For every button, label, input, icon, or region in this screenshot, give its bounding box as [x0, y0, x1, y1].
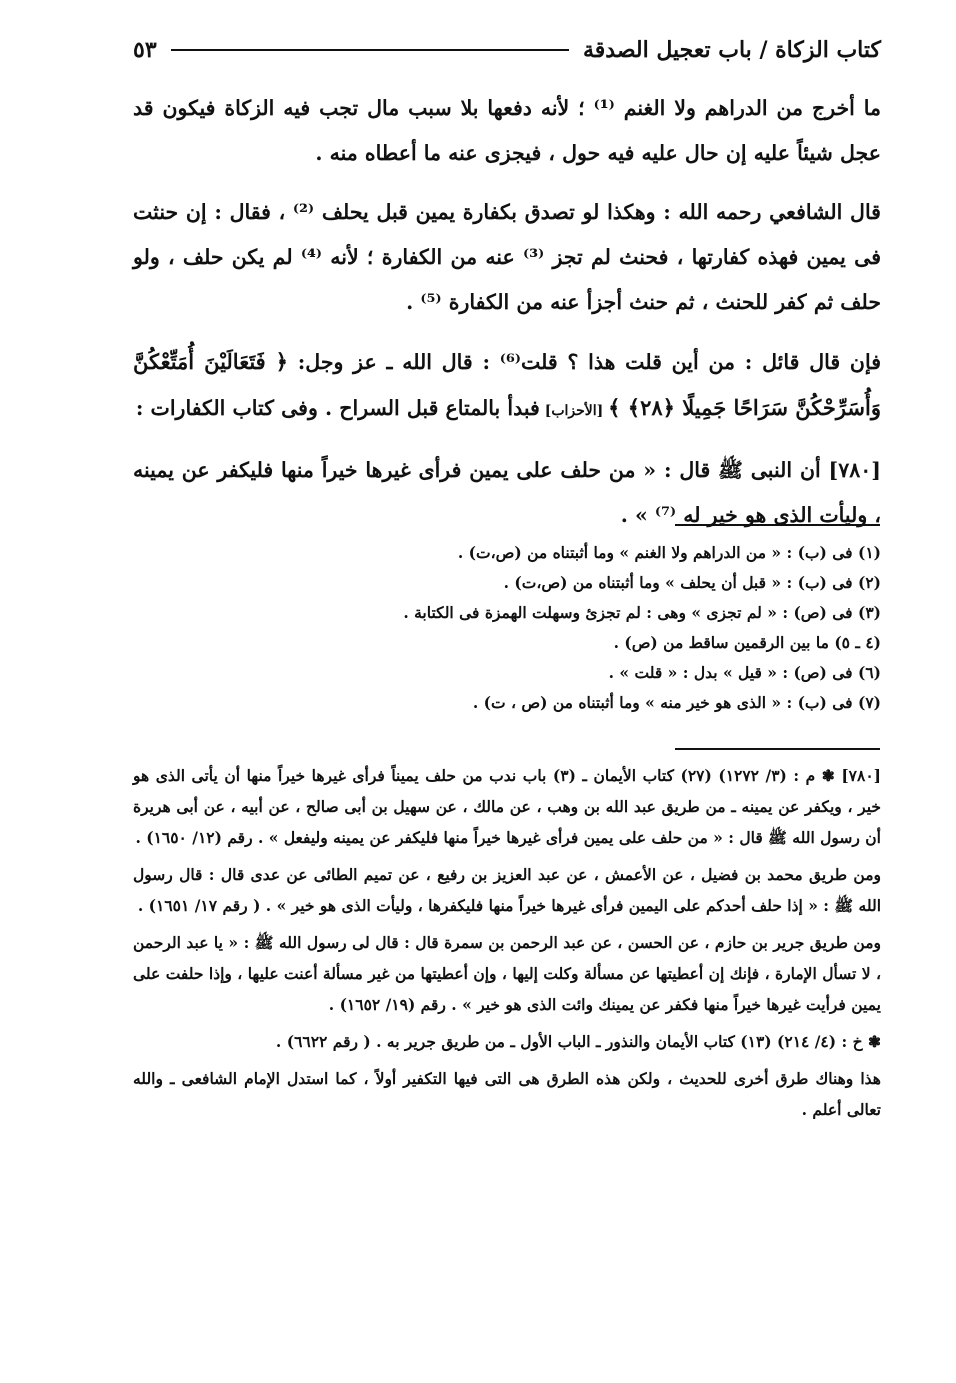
- running-title: كتاب الزكاة / باب تعجيل الصدقة: [582, 37, 881, 63]
- verse-reference: [الأحزاب]: [539, 403, 609, 419]
- paragraph-3: [133, 339, 881, 434]
- footnote-item: (٧) فى (ب) : « الذى هو خير منه » وما أثبتناه من (ص ، ت) .: [472, 693, 881, 712]
- footnote-item: (٣) فى (ص) : « لم تجزى » وهى : لم تجزئ وسهلت الهمزة فى الكتابة .: [403, 603, 881, 622]
- takhrij-paragraph: ❃ خ : (٤/ ٢١٤) (١٣) كتاب الأيمان والنذور ـ الباب الأول ـ من طريق جرير به . ( رقم ٦٦٢٢) .: [275, 1032, 881, 1051]
- footnotes: [133, 538, 881, 718]
- footnote-item: (١) فى (ب) : « من الدراهم ولا الغنم » وما أثبتناه من (ص،ت) .: [457, 543, 881, 562]
- header-rule: [171, 49, 569, 51]
- takhrij-paragraph: ومن طريق جرير بن حازم ، عن الحسن ، عن عبد الرحمن بن سمرة قال : قال لى رسول الله ﷺ : « يا عبد الرحمن ، لا تسأل الإمارة ، فإنك إن أعطيتها عن مسألة وكلت إليها ، وإن أعطيتها من غير مسألة أعنت عليها ، وإذا حلفت على يمين فرأيت غيرها خيراً منها فكفر عن يمينك وائت الذى هو خير » . رقم (١٩/ ١٦٥٢) .: [133, 933, 881, 1014]
- hadith-number: [٧٨٠]: [828, 458, 881, 482]
- paragraph-3-intro: فإن قال قائل : من أين قلت هذا ؟ قلت⁽⁶⁾ : قال الله ـ عز وجل:: [287, 350, 882, 374]
- takhrij-paragraph: [٧٨٠] ❃ م : (٣/ ١٢٧٢) (٢٧) كتاب الأيمان ـ (٣) باب ندب من حلف يميناً فرأى غيرها خيراً منها أن يأتى الذى هو خير ، ويكفر عن يمينه ـ من طريق عبد الله بن وهب ، عن مالك ، عن سهيل بن أبى صالح ، عن أبيه ، عن أبى هريرة أن رسول الله ﷺ قال : « من حلف على يمين فرأى غيرها خيراً منها فليكفر عن يمينه وليفعل » . رقم (١٢/ ١٦٥٠) .: [133, 766, 881, 847]
- paragraph-3-end: فبدأ بالمتاع قبل السراح . وفى كتاب الكفارات :: [135, 396, 540, 420]
- main-text: [133, 86, 881, 552]
- page-header: [133, 30, 881, 70]
- footnote-item: (٢) فى (ب) : « قبل أن يحلف » وما أثبتناه من (ص،ت) .: [503, 573, 881, 592]
- footnote-item: (٦) فى (ص) : « قيل » بدل : « قلت » .: [608, 663, 881, 682]
- paragraph-2-lead: قال الشافعي: [769, 200, 881, 224]
- takhrij-notes: [133, 760, 881, 1131]
- quran-verse: ﴿ فَتَعَالَيْنَ أُمَتِّعْكُنَّ وَأُسَرِّحْكُنَّ سَرَاحًا جَمِيلًا ﴿٢٨﴾ ﴾: [133, 349, 881, 420]
- paragraph-2-body: رحمه الله : وهكذا لو تصدق بكفارة يمين قبل يحلف ⁽²⁾ ، فقال : إن حنثت فى يمين فهذه كفارتها ، فحنث لم تجز ⁽³⁾ عنه من الكفارة ؛ لأنه ⁽⁴⁾ لم يكن حلف ، ولو حلف ثم كفر للحنث ، ثم حنث أجزأ عنه من الكفارة ⁽⁵⁾ .: [133, 200, 881, 314]
- page-number: ٥٣: [133, 37, 157, 63]
- takhrij-paragraph: هذا وهناك طرق أخرى للحديث ، ولكن هذه الطرق هى التى فيها التكفير أولاً ، كما استدل الإمام الشافعى ـ والله تعالى أعلم .: [133, 1069, 881, 1119]
- paragraph-2: [133, 190, 881, 325]
- paragraph-4-body: أن النبى ﷺ قال : « من حلف على يمين فرأى غيرها خيراً منها فليكفر عن يمينه ، وليأت الذى هو خير له ⁽⁷⁾ » .: [133, 458, 881, 527]
- takhrij-divider: [675, 748, 880, 750]
- takhrij-paragraph: ومن طريق محمد بن فضيل ، عن الأعمش ، عن عبد العزيز بن رفيع ، عن تميم الطائى عن عدى قال : قال رسول الله ﷺ : « إذا حلف أحدكم على اليمين فرأى غيرها خيراً منها فليكفرها ، وليأت الذى هو خير » . ( رقم ١٧/ ١٦٥١) .: [133, 865, 881, 915]
- paragraph-1: ما أخرج من الدراهم ولا الغنم ⁽¹⁾ ؛ لأنه دفعها بلا سبب مال تجب فيه الزكاة فيكون قد عجل شيئاً عليه إن حال عليه فيه حول ، فيجزى عنه ما أعطاه منه .: [133, 96, 882, 165]
- footnote-item: (٤ ـ ٥) ما بين الرقمين ساقط من (ص) .: [613, 633, 881, 652]
- footnote-divider: [675, 524, 880, 526]
